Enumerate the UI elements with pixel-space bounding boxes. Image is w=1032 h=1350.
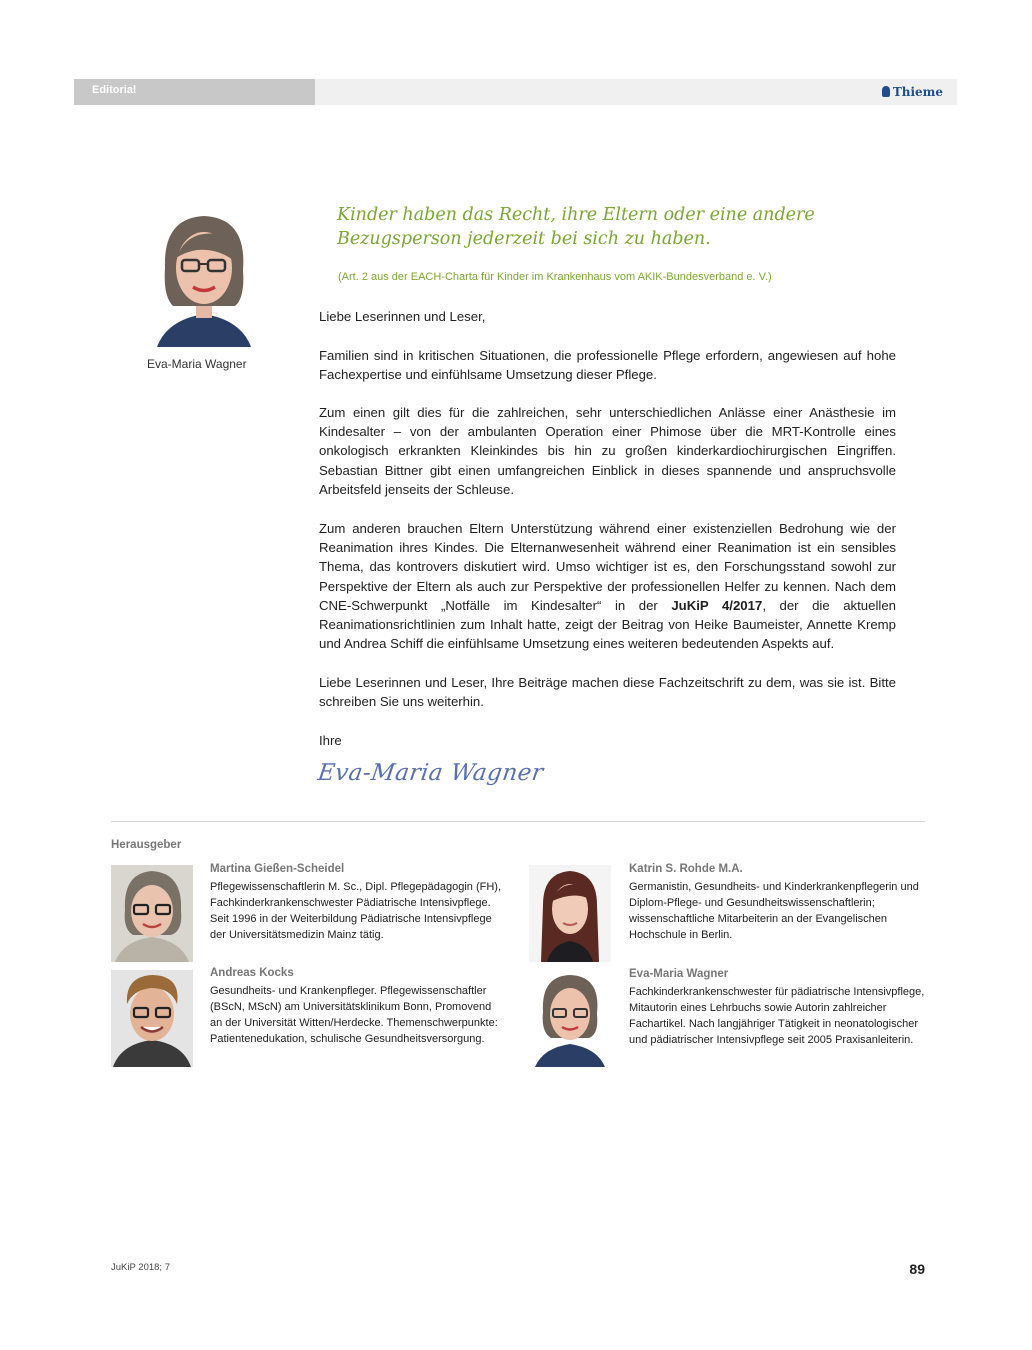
paragraph-3-text-a: Zum anderen brauchen Eltern Unterstützung während einer existenziellen Bedrohung wie der Reanimation ihres Kindes. Die Elternanwesenheit während einer Reanimation ist ein sensibles Thema, das kontrovers diskutiert wird. Umso wichtiger ist es, den Forschungsstand sowohl zur Perspektive der Eltern als auch zur Perspektive der professionellen Helfer zu kennen. Nach dem CNE-Schwerpunkt „Notfälle im Kindesalter“ in der	[319, 521, 896, 613]
quote-source: (Art. 2 aus der EACH-Charta für Kinder im Krankenhaus vom AKIK-Bundesverband e. V.)	[338, 271, 772, 283]
thieme-logo-icon	[882, 86, 890, 97]
editor-caption: Eva-Maria Wagner	[147, 357, 247, 371]
person-name-katrin: Katrin S. Rohde M.A.	[629, 863, 743, 875]
paragraph-1: Familien sind in kritischen Situationen, die professionelle Pflege erfordern, angewiesen auf hohe Fachexpertise und einfühlsame Umsetzung dieser Pflege.	[319, 348, 896, 383]
portrait-andreas	[111, 970, 193, 1067]
closing: Ihre	[319, 733, 342, 748]
person-name-andreas: Andreas Kocks	[210, 967, 294, 979]
person-bio-eva-maria: Fachkinderkrankenschwester für pädiatrische Intensivpflege, Mitautorin eines Lehrbuchs sowie Autorin zahlreicher Fachartikel. Nach langjähriger Tätigkeit in neonatologischer und pädiatrischer Intensivpflege seit 2005 Praxisanleiterin.	[629, 986, 925, 1046]
person-name-eva-maria: Eva-Maria Wagner	[629, 968, 729, 980]
portrait-eva-maria	[529, 970, 611, 1067]
publisher-name: Thieme	[892, 85, 943, 99]
section-label-box	[74, 79, 315, 105]
handwritten-signature: Eva-Maria Wagner	[316, 760, 546, 786]
paragraph-3-text-b: , der die aktuellen Reanimationsrichtlinien zum Inhalt hatte, zeigt der Beitrag von Heike Baumeister, Annette Kremp und Andrea Schiff die einfühlsame Umsetzung eines weiteren bedeutenden Aspekts auf.	[319, 597, 896, 652]
editor-portrait	[147, 208, 261, 347]
page-number: 89	[909, 1261, 925, 1277]
person-bio-andreas: Gesundheits- und Krankenpfleger. Pflegewissenschaftler (BScN, MScN) am Universitätsklinikum Bonn, Promovend an der Universität Witten/Herdecke. Themenschwerpunkte: Patientenedukation, schulische Gesundheitsversorgung.	[210, 985, 498, 1045]
paragraph-2: Zum einen gilt dies für die zahlreichen, sehr unterschiedlichen Anlässe einer Anästhesie im Kindesalter – von der ambulanten Operation einer Phimose über die MRT-Kontrolle eines onkologisch erkrankten Kleinkindes bis hin zu großen kinderkardiochirurgischen Eingriffen. Sebastian Bittner gibt einen umfangreichen Einblick in dieses spannende und anspruchsvolle Arbeitsfeld jenseits der Schleuse.	[319, 405, 896, 497]
section-divider	[111, 821, 925, 822]
journal-citation: JuKiP 2018; 7	[111, 1262, 170, 1273]
portrait-katrin	[529, 865, 611, 962]
person-name-martina: Martina Gießen-Scheidel	[210, 863, 345, 875]
header-bar	[74, 79, 957, 105]
pull-quote: Kinder haben das Recht, ihre Eltern oder eine andere Bezugsperson jederzeit bei sich zu haben.	[337, 205, 815, 249]
person-bio-katrin: Germanistin, Gesundheits- und Kinderkrankenpflegerin und Diplom-Pflege- und Gesundheitswissenschaftlerin; wissenschaftliche Mitarbeiterin an der Evangelischen Hochschule in Berlin.	[629, 881, 919, 941]
journal-issue-reference: JuKiP 4/2017	[671, 597, 763, 613]
portrait-martina	[111, 865, 193, 962]
person-bio-martina: Pflegewissenschaftlerin M. Sc., Dipl. Pflegepädagogin (FH), Fachkinderkrankenschwester Pädiatrische Intensivpflege. Seit 1996 in der Weiterbildung Pädiatrische Intensivpflege der Universitätsmedizin Mainz tätig.	[210, 881, 502, 941]
herausgeber-heading: Herausgeber	[111, 839, 182, 851]
paragraph-3	[319, 519, 896, 653]
section-label: Editorial	[92, 84, 137, 96]
publisher-logo	[882, 85, 943, 99]
greeting: Liebe Leserinnen und Leser,	[319, 309, 486, 324]
paragraph-4: Liebe Leserinnen und Leser, Ihre Beiträge machen diese Fachzeitschrift zu dem, was sie ist. Bitte schreiben Sie uns weiterhin.	[319, 675, 896, 710]
